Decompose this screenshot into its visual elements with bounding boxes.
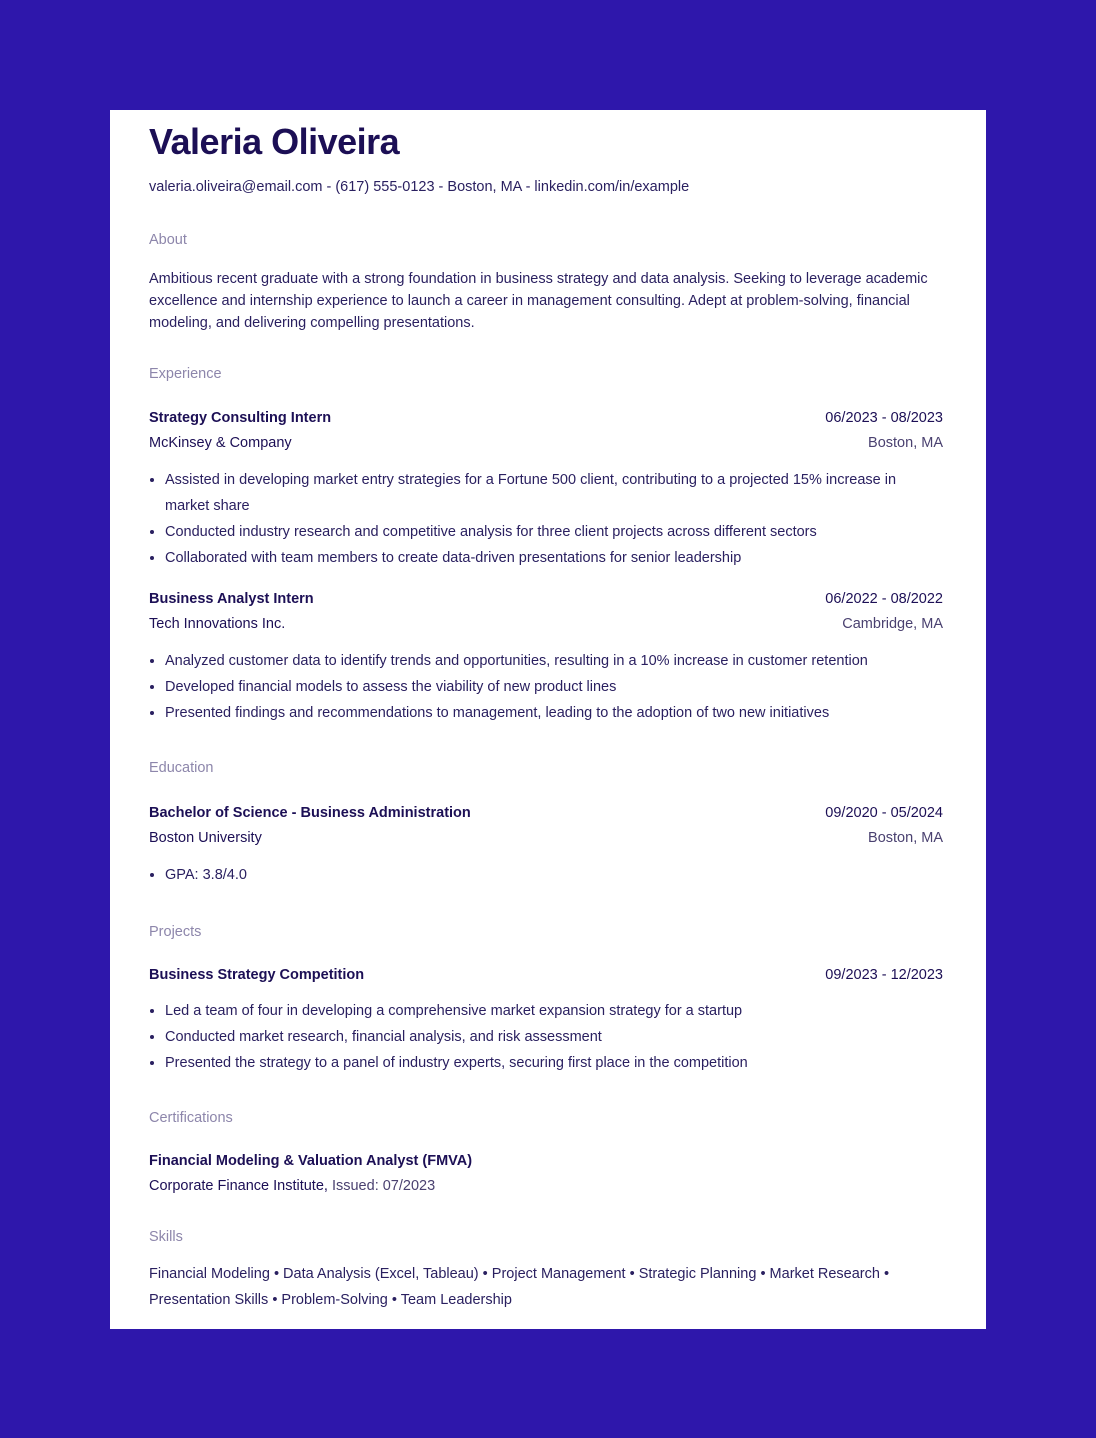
job-title: Strategy Consulting Intern — [149, 410, 332, 426]
entry-subheader — [149, 434, 943, 452]
list-item: • Conducted industry research and competitive analysis for three client projects across different sectors — [165, 519, 943, 545]
experience-entry — [149, 590, 943, 726]
candidate-name: Valeria Oliveira — [149, 121, 400, 162]
skill-item: Project Management — [491, 1266, 626, 1282]
skill-separator: • — [760, 1266, 766, 1282]
entry-header — [149, 966, 943, 984]
section-heading-about: About — [149, 232, 187, 248]
bullet-list — [149, 648, 943, 726]
company-name: McKinsey & Company — [149, 435, 292, 451]
job-location: Cambridge, MA — [842, 616, 943, 632]
section-heading-skills: Skills — [149, 1229, 183, 1245]
skill-item: Data Analysis (Excel, Tableau) — [283, 1266, 479, 1282]
skill-item: Problem-Solving — [281, 1292, 388, 1308]
project-dates: 09/2023 - 12/2023 — [825, 967, 943, 983]
school-name: Boston University — [149, 830, 262, 846]
list-item: • Presented findings and recommendations to management, leading to the adoption of two new initiatives — [165, 700, 943, 726]
list-item: • Conducted market research, financial analysis, and risk assessment — [165, 1024, 943, 1050]
resume-page — [110, 110, 986, 1329]
bullet-list — [149, 862, 943, 888]
list-item: • GPA: 3.8/4.0 — [165, 862, 943, 888]
bullet-list — [149, 467, 943, 571]
list-item: • Led a team of four in developing a comprehensive market expansion strategy for a startup — [165, 998, 943, 1024]
skill-item: Financial Modeling — [149, 1266, 270, 1282]
section-heading-education: Education — [149, 760, 214, 776]
certification-details — [149, 1177, 943, 1195]
job-title: Business Analyst Intern — [149, 591, 314, 607]
project-entry — [149, 966, 943, 1076]
skill-item: Team Leadership — [400, 1292, 512, 1308]
job-dates: 06/2022 - 08/2022 — [825, 591, 943, 607]
company-name: Tech Innovations Inc. — [149, 616, 286, 632]
degree-title: Bachelor of Science - Business Administration — [149, 805, 471, 821]
section-heading-projects: Projects — [149, 924, 202, 940]
entry-subheader — [149, 615, 943, 633]
skill-separator: • — [883, 1266, 890, 1282]
entry-header — [149, 409, 943, 427]
job-location: Boston, MA — [868, 435, 943, 451]
skill-item: Presentation Skills — [149, 1292, 269, 1308]
skill-separator: • — [629, 1266, 635, 1282]
job-dates: 06/2023 - 08/2023 — [825, 410, 943, 426]
entry-header — [149, 590, 943, 608]
skill-separator: • — [273, 1266, 280, 1282]
experience-entry — [149, 409, 943, 571]
school-location: Boston, MA — [868, 830, 943, 846]
skill-item: Market Research — [769, 1266, 880, 1282]
project-title: Business Strategy Competition — [149, 967, 365, 983]
list-item: • Analyzed customer data to identify trends and opportunities, resulting in a 10% increase in customer retention — [165, 648, 943, 674]
certification-issued-date: Issued: 07/2023 — [331, 1178, 436, 1194]
bullet-list — [149, 998, 943, 1076]
list-item: • Assisted in developing market entry strategies for a Fortune 500 client, contributing to a projected 15% increase in market share — [165, 467, 943, 519]
education-dates: 09/2020 - 05/2024 — [825, 805, 943, 821]
skill-separator: • — [272, 1292, 278, 1308]
contact-line: valeria.oliveira@email.com - (617) 555-0123 - Boston, MA - linkedin.com/in/example — [149, 179, 690, 195]
entry-header — [149, 804, 943, 822]
list-item: • Presented the strategy to a panel of industry experts, securing first place in the competition — [165, 1050, 943, 1076]
section-heading-certifications: Certifications — [149, 1110, 233, 1126]
skill-item: Strategic Planning — [638, 1266, 757, 1282]
certification-title: Financial Modeling & Valuation Analyst (FMVA) — [149, 1153, 473, 1169]
list-item: • Developed financial models to assess the viability of new product lines — [165, 674, 943, 700]
certification-issuer: Corporate Finance Institute, — [149, 1178, 328, 1194]
entry-subheader — [149, 829, 943, 847]
skill-separator: • — [391, 1292, 397, 1308]
skill-separator: • — [482, 1266, 488, 1282]
about-text: Ambitious recent graduate with a strong foundation in business strategy and data analysis. Seeking to leverage academic excellence and internship experience to launch a career in management consulting. Adept at problem-solving, financial modeling, and delivering compelling presentations. — [149, 271, 928, 331]
list-item: • Collaborated with team members to create data-driven presentations for senior leadership — [165, 545, 943, 571]
skills-list — [149, 1261, 943, 1313]
education-entry — [149, 804, 943, 888]
section-heading-experience: Experience — [149, 366, 222, 382]
